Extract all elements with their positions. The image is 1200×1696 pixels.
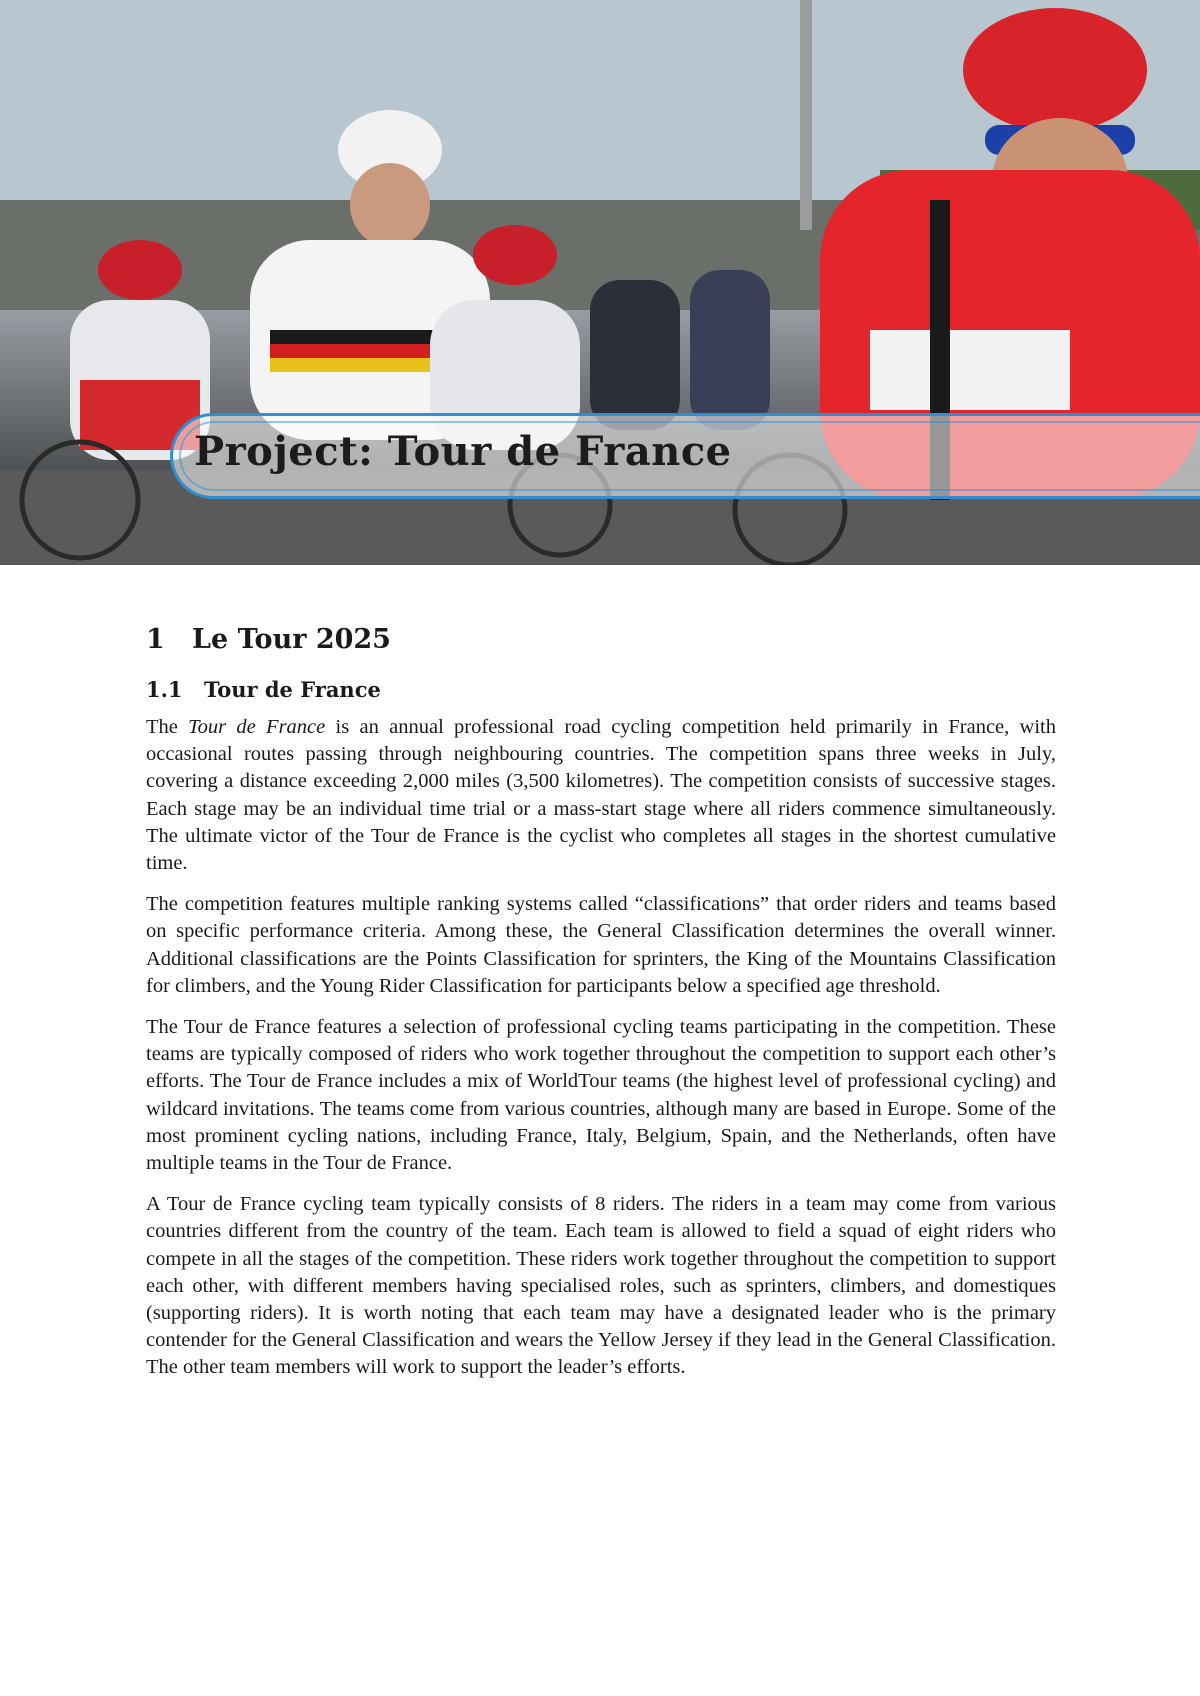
section-heading	[146, 624, 1056, 655]
emphasis-tour-name: Tour de France	[188, 716, 326, 738]
banner-image	[0, 0, 1200, 565]
paragraph-1: The Tour de France is an annual professional road cycling competition held primarily in France, with occasional routes passing through neighbouring countries. The competition spans three weeks in July, covering a distance exceeding 2,000 miles (3,500 kilometres). The competition consists of successive stages. Each stage may be an individual time trial or a mass-start stage where all riders commence simultaneously. The ultimate victor of the Tour de France is the cyclist who completes all stages in the shortest cumulative time.	[146, 716, 1057, 875]
subsection-number: 1.1	[146, 677, 183, 702]
document-body	[146, 624, 1056, 1396]
subsection-heading	[146, 677, 1056, 702]
section-number: 1	[146, 624, 165, 655]
page-title: Project: Tour de France	[194, 428, 732, 475]
section-title: Le Tour 2025	[192, 624, 391, 655]
paragraph-4: A Tour de France cycling team typically consists of 8 riders. The riders in a team may come from various countries different from the country of the team. Each team is allowed to field a squad of eight riders who compete in all the stages of the competition. These riders work together throughout the competition to support each other, with different members having specialised roles, such as sprinters, climbers, and domestiques (supporting riders). It is worth noting that each team may have a designated leader who is the primary contender for the General Classification and wears the Yellow Jersey if they lead in the General Classification. The other team members will work to support the leader’s efforts.	[146, 1193, 1056, 1379]
paragraph-3: The Tour de France features a selection of professional cycling teams participating in the competition. These teams are typically composed of riders who work together throughout the competition to support each other’s efforts. The Tour de France includes a mix of WorldTour teams (the highest level of professional cycling) and wildcard invitations. The teams come from various countries, although many are based in Europe. Some of the most prominent cycling nations, including France, Italy, Belgium, Spain, and the Netherlands, often have multiple teams in the Tour de France.	[146, 1016, 1056, 1175]
paragraph-2: The competition features multiple ranking systems called “classifications” that order riders and teams based on specific performance criteria. Among these, the General Classification determines the overall winner. Additional classifications are the Points Classification for sprinters, the King of the Mountains Classification for climbers, and the Young Rider Classification for participants below a specified age threshold.	[146, 893, 1056, 997]
subsection-title: Tour de France	[204, 677, 381, 702]
